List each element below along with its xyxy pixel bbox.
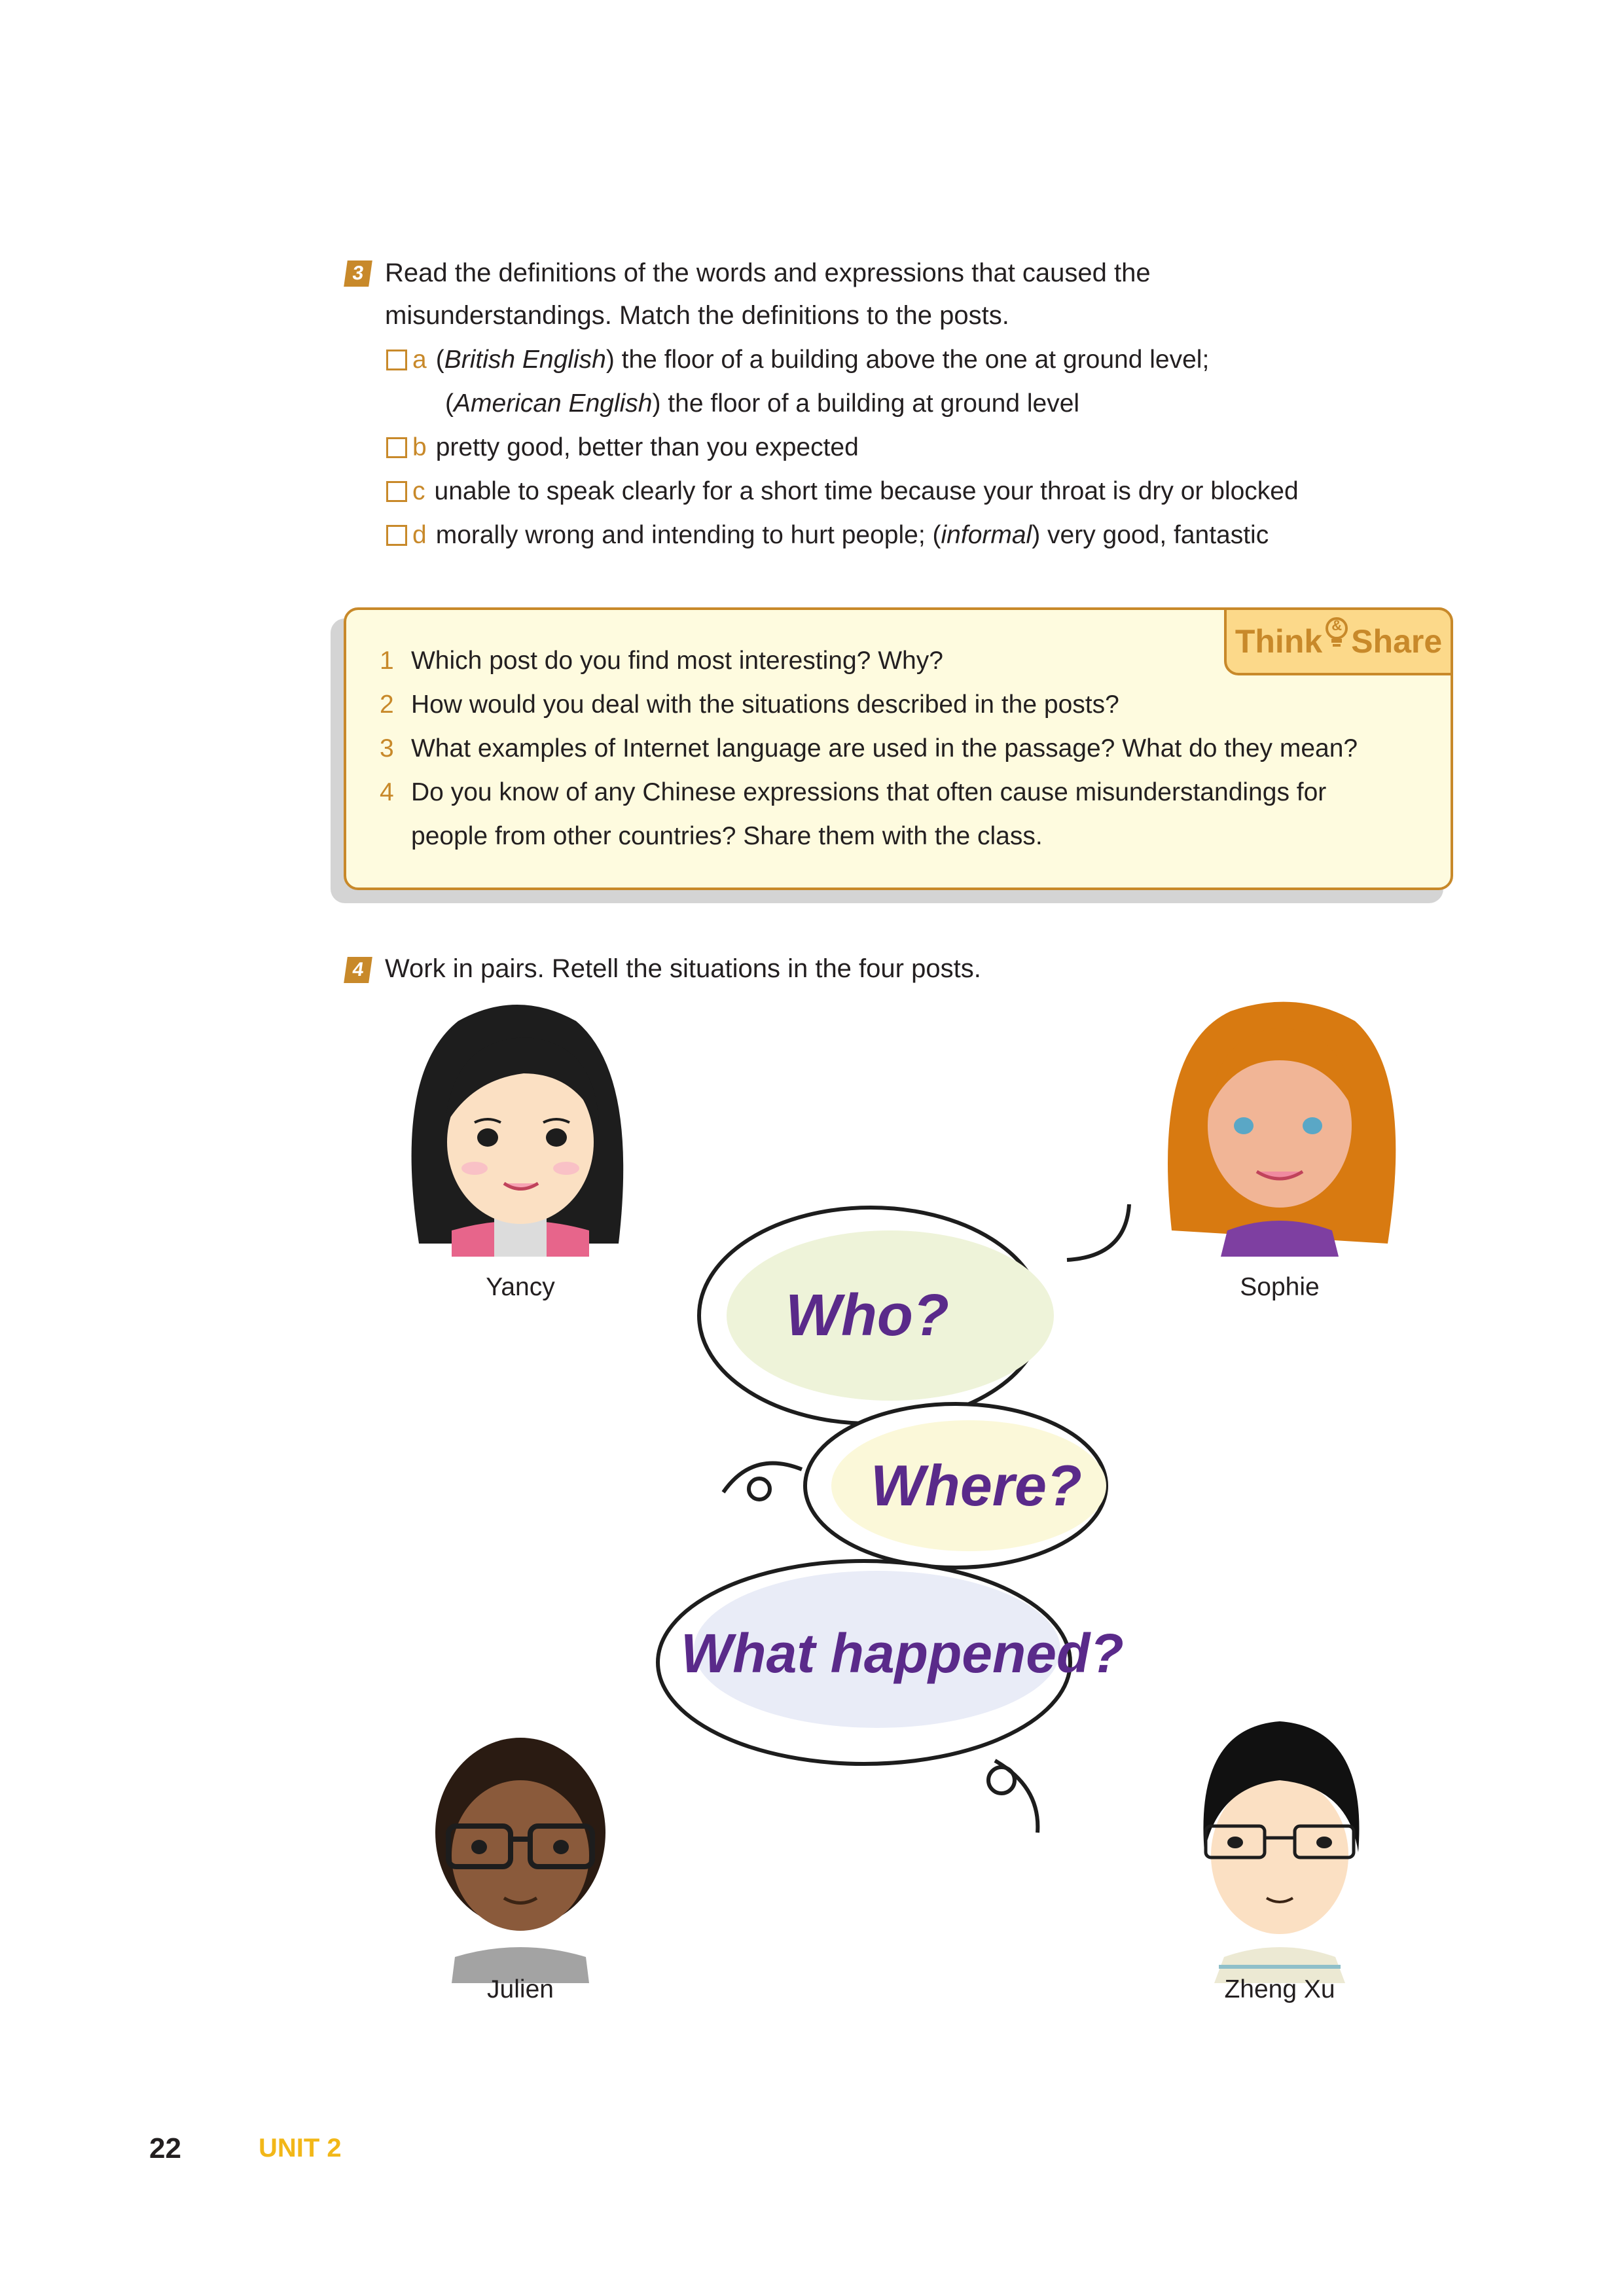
option-a-text1: the floor of a building above the one at ground level;	[614, 346, 1210, 374]
option-a-text2: the floor of a building at ground level	[660, 389, 1080, 418]
think-label: Think	[1235, 623, 1323, 660]
option-a-letter: a	[412, 346, 427, 374]
question-4-text: Do you know of any Chinese expressions that often cause misunderstandings for	[411, 778, 1327, 806]
where-text: Where?	[871, 1453, 1082, 1518]
exercise-3-instruction-line2: misunderstandings. Match the definitions to the posts.	[385, 301, 1009, 330]
yancy-avatar	[412, 1005, 624, 1257]
where-bubble	[723, 1404, 1106, 1568]
option-a-continuation: (American English) the floor of a building at ground level	[445, 389, 1080, 418]
option-d-text-before: morally wrong and intending to hurt people; (	[435, 521, 941, 549]
amp-label: &	[1331, 617, 1343, 634]
question-1-num: 1	[380, 647, 394, 675]
option-a-paren2: American English	[454, 389, 653, 418]
question-3-num: 3	[380, 734, 394, 762]
page-number: 22	[149, 2132, 181, 2164]
option-c-text: unable to speak clearly for a short time because your throat is dry or blocked	[434, 477, 1299, 505]
exercise-3-badge: 3	[344, 260, 372, 287]
option-a: a (British English) the floor of a building above the one at ground level;	[386, 344, 1209, 376]
question-4-num: 4	[380, 778, 394, 806]
zheng-xu-avatar	[1203, 1721, 1359, 1983]
option-b-letter: b	[412, 433, 427, 461]
sophie-name: Sophie	[1240, 1273, 1320, 1301]
share-label: Share	[1351, 623, 1443, 660]
julien-name: Julien	[487, 1975, 554, 2003]
question-2-text: How would you deal with the situations described in the posts?	[411, 691, 1119, 719]
exercise-3-instruction-line1: Read the definitions of the words and expressions that caused the	[385, 259, 1151, 287]
zheng-xu-name: Zheng Xu	[1224, 1975, 1335, 2003]
exercise-4-badge: 4	[344, 957, 372, 983]
question-3-text: What examples of Internet language are used in the passage? What do they mean?	[411, 734, 1358, 762]
who-bubble	[699, 1204, 1129, 1424]
what-happened-text: What happened?	[681, 1623, 1124, 1684]
question-2-num: 2	[380, 691, 394, 719]
yancy-name: Yancy	[486, 1273, 555, 1301]
option-d-italic: informal	[941, 521, 1032, 549]
exercise-4-instruction: Work in pairs. Retell the situations in the four posts.	[385, 954, 981, 983]
what-happened-bubble	[658, 1561, 1124, 1833]
julien-avatar	[435, 1738, 605, 1983]
question-1-text: Which post do you find most interesting? Why?	[411, 647, 943, 675]
unit-label: UNIT 2	[259, 2134, 342, 2162]
who-text: Who?	[785, 1283, 949, 1348]
option-a-paren1: British English	[444, 346, 606, 374]
question-4-continuation: people from other countries? Share them with the class.	[411, 822, 1043, 850]
option-b-text: pretty good, better than you expected	[435, 433, 859, 461]
option-c-letter: c	[412, 477, 425, 505]
option-d-letter: d	[412, 521, 427, 549]
sophie-avatar	[1168, 1002, 1396, 1257]
option-d-text-after: ) very good, fantastic	[1032, 521, 1269, 549]
